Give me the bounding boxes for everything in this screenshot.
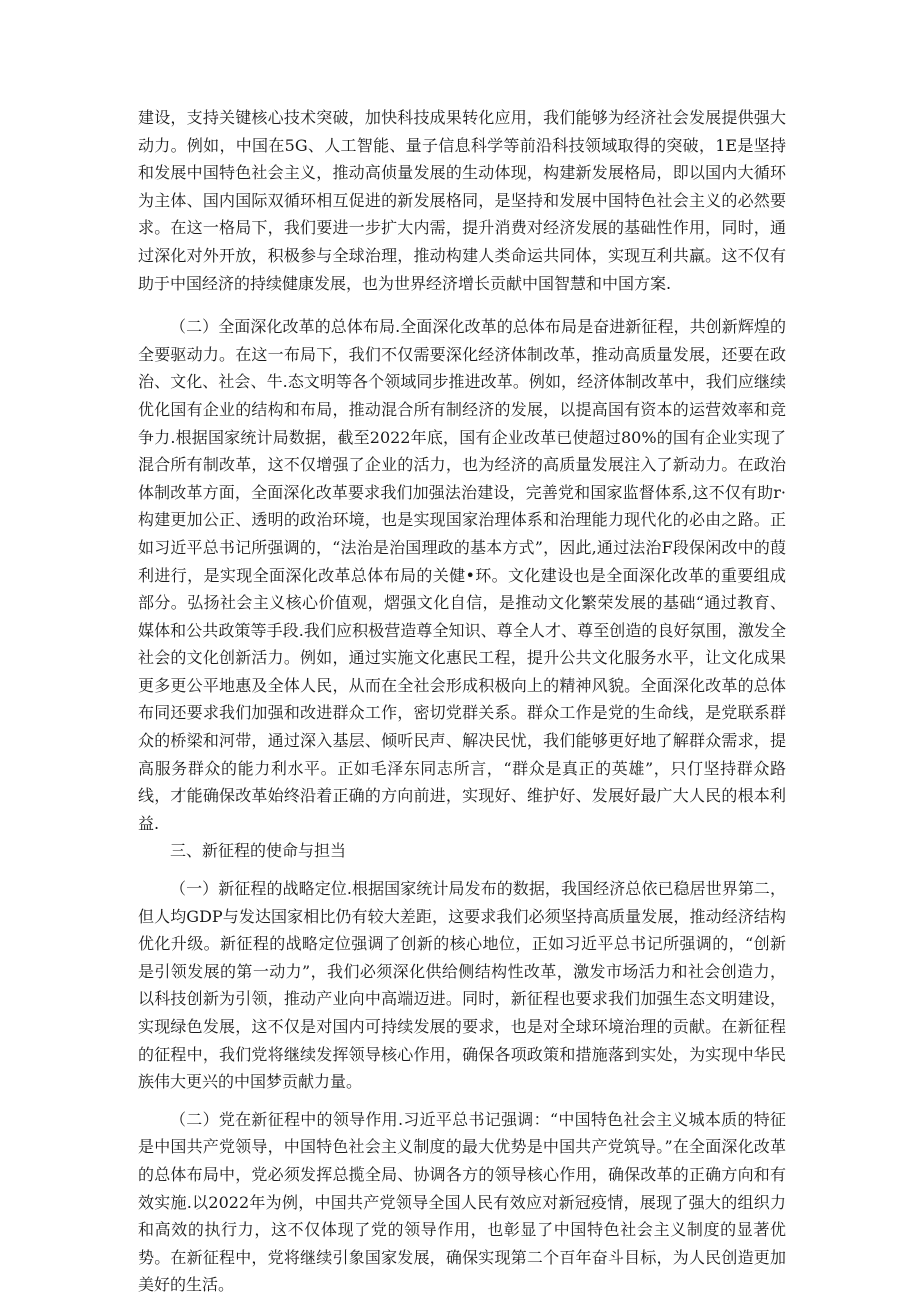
paragraph-2: （二）全面深化改革的总体布局.全面深化改革的总体布局是奋进新征程，共创新辉煌的全要驱动力。在这一布局下，我们不仅需要深化经济体制改革，推动高质量发展，还要在政治、文化、社会、牛.态文明等各个领域同步推进改革。例如，经济体制改革中，我们应继续优化国有企业的结构和布局，推动混合所有制经济的发展，以提高国有资本的运营效率和竞争力.根据国家统计局数据，截至2022年底，国有企业改革已使超过80%的国有企业实现了混合所有制改革，这不仅增强了企业的活力，也为经济的高质量发展注入了新动力。在政治体制改革方面，全面深化改革要求我们加强法治建设，完善党和国家监督体系,这不仅有助r·构建更加公正、透明的政治环境，也是实现国家治理体系和治理能力现代化的必由之路。正如习近平总书记所强调的，“法治是治国理政的基本方式”，因此,通过法治F段保闲改中的葭利进行，是实现全面深化改革总体布局的关健•环。文化建设也是全面深化改革的重要组成部分。弘扬社会主义核心价值观，熠强文化自信，是推动文化繁荣发展的基础“通过教育、媒体和公共政策等手段.我们应积极营造尊全知识、尊全人才、尊至创造的良好氛围，激发全社会的文化创新活力。例如，通过实施文化惠民工程，提升公共文化服务水平，让文化成果更多更公平地惠及全体人民，从而在全社会形成积极向上的精神风貌。全面深化改革的总体布同还要求我们加强和改进群众工作，密切党群关系。群众工作是党的生命线，是党联系群众的桥梁和河带，通过深入基层、倾听民声、解决民忧，我们能够更好地了解群众需求，提高服务群众的能力利水平。正如毛泽东同志所言，“群众是真正的英雄”，只仃坚持群众路线，才能确保改革始终沿着正确的方向前进，实现好、维护好、发展好最广大人民的根本利益. [138, 317, 786, 833]
paragraph-4: （二）党在新征程中的领导作用.习近平总书记强调：“中国特色社会主义城本质的特征是中国共产党领导，中国特色社会主义制度的最大优势是中国共产党筑导。”在全面深化改革的总体布局中，党必须发挥总揽全局、协调各方的领导核心作用，确保改革的正确方向和有效实施.以2022年为例，中国共产党领导全国人民有效应对新冠疫情，展现了强大的组织力和高效的执行力，这不仅体现了党的领导作用，也彰显了中国特色社会主义制度的显著优势。在新征程中，党将继续引象国家发展，确保实现第二个百年奋斗目标，为人民创造更加美好的生活。 [138, 1109, 786, 1295]
paragraph-3: （一）新征程的战略定位.根据国家统计局发布的数据，我国经济总依已稳居世界第二，但人均GDP与发达国家相比仍有较大差距，这要求我们必须坚持高质量发展，推动经济结构优化升级。新征程的战略定位强调了创新的核心地位，正如习近平总书记所强调的，“创新是引领发展的第一动力”，我们必须深化供给侧结构性改革，激发市场活力和社会创造力，以科技创新为引领，推动产业向中高端迈进。同时，新征程也要求我们加强生态文明建设，实现绿色发展，这不仅是对国内可持续发展的要求，也是对全球环境治理的贡献。在新征程的征程中，我们党将继续发挥领导核心作用，确保各项政策和措施落到实处，为实现中华民族伟大更兴的中国梦贡献力量。 [138, 879, 786, 1092]
paragraph-1: 建设，支持关键核心技术突破，加快科技成果转化应用，我们能够为经济社会发展提供强大动力。例如，中国在5G、人工智能、量子信息科学等前沿科技领域取得的突破，1E是坚持和发展中国特色社会主义，推动高侦量发展的生动体现，构建新发展格局，即以国内大循环为主体、国内国际双循环相互促进的新发展格同，是坚持和发展中国特色社会主义的必然要求。在这一格局下，我们要进一步扩大内需，提升消费对经济发展的基础性作用，同时，通过深化对外开放，积极参与全球治理，推动构建人类命运共同体，实现互利共羸。这不仅有助于中国经济的持续健康发展，也为世界经济增长贡献中国智慧和中国方案. [138, 108, 786, 293]
document-page [138, 104, 786, 1299]
section-heading: 三、新征程的使命与担当 [170, 841, 347, 861]
